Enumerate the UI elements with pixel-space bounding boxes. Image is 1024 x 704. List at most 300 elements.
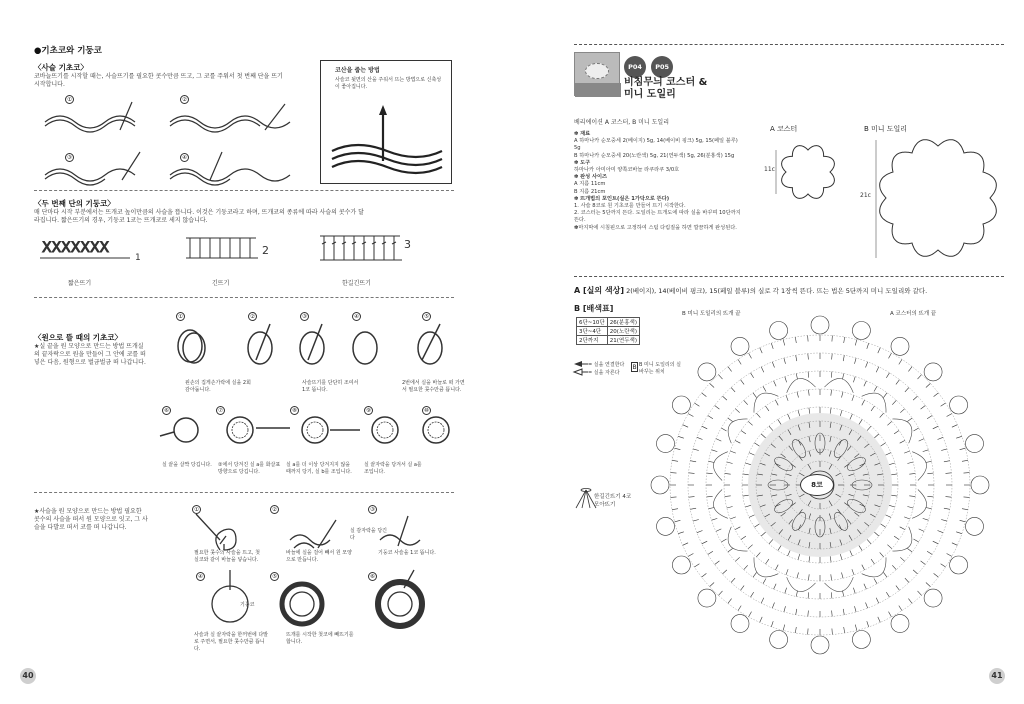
stitch-mark [831, 390, 832, 396]
project-title [624, 77, 707, 101]
method-header: ✽ 뜨개법의 포인트(실은 1가닥으로 뜬다) [574, 195, 670, 202]
stitch-mark [808, 574, 809, 580]
ring-step-6: ⑥ [162, 406, 171, 415]
stitch-mark [892, 565, 896, 569]
stitch-mark [709, 461, 715, 462]
stitch-mark [716, 439, 721, 442]
label-single-crochet: 짧은뜨기 [68, 280, 92, 287]
tip-title: 코산을 줍는 방법 [335, 67, 380, 74]
stitch-mark [889, 353, 892, 358]
stitch-mark [689, 473, 695, 474]
stitch-mark [891, 495, 897, 496]
main-title: ●기초코와 기둥코 [34, 46, 102, 56]
badge-p04: P04 [624, 56, 646, 78]
stitch-mark [944, 508, 950, 509]
stitch-mark [702, 573, 707, 577]
stitch-mark [886, 515, 892, 518]
stitch-mark [725, 473, 731, 474]
stitch-mark [783, 625, 785, 631]
stitch-mark [707, 496, 713, 497]
divider-3 [34, 492, 454, 493]
stitch-mark [749, 353, 752, 358]
ring-step-1: ① [176, 312, 185, 321]
coaster-outline [782, 146, 835, 199]
stitch-mark [850, 551, 853, 557]
stitch-mark [926, 383, 931, 387]
page-number-right: 41 [989, 668, 1005, 684]
stitch-mark [778, 546, 781, 551]
stitch-mark [798, 554, 800, 560]
stitch-mark [749, 515, 755, 518]
stitch-mark [745, 463, 751, 465]
stitch-mark [694, 564, 699, 567]
shape-b-label: B 미니 도일리 [864, 125, 908, 133]
stitch-mark [904, 451, 910, 453]
stitch-mark [735, 409, 739, 413]
ring-header: 〈원으로 뜰 때의 기초코〉 [34, 333, 123, 342]
label-double-crochet: 한길긴뜨기 [342, 280, 371, 287]
stitch-mark [712, 518, 718, 520]
stitch-mark [840, 554, 842, 560]
project-photo [574, 52, 620, 96]
stitch-mark [927, 551, 932, 554]
stitch-mark [832, 354, 833, 360]
chain-ring-caption-1: 필요한 콧수의 사슬을 뜨고, 첫 실코와 같이 바늘을 넣습니다. [194, 550, 260, 563]
arch [728, 527, 748, 551]
doily-outline [880, 140, 997, 257]
stitch-mark [941, 520, 947, 522]
chain-step-1: ① [65, 95, 74, 104]
stitch-mark [926, 583, 931, 587]
stitch-mark [766, 559, 769, 564]
scheme-row [577, 336, 640, 345]
stitch-mark [731, 578, 735, 582]
chain-desc: 코바늘뜨기를 시작할 때는, 사슬뜨기를 필요한 콧수만큼 뜨고, 그 코를 주워서 첫 번째 단을 뜨기 시작합니다. [34, 73, 283, 88]
stitch-mark [761, 367, 764, 372]
svg-text:XXXXXXX: XXXXXXX [42, 240, 110, 256]
stitch-mark [831, 592, 832, 598]
outer-scallop [891, 337, 909, 355]
stitch-mark [710, 583, 715, 587]
scheme-rows: 3단~4단 [577, 327, 608, 336]
stitch-mark [797, 392, 799, 398]
stitch-mark [889, 612, 892, 617]
stitch-mark [867, 426, 871, 431]
method-1: 1. 사슬 8코로 원 기초코를 만들어 뜨기 시작한다. [574, 203, 686, 210]
stitch-mark [748, 421, 753, 425]
stitch-mark [889, 505, 895, 507]
stitch-mark [708, 551, 713, 554]
stitch-mark [688, 554, 693, 557]
stitch-mark [964, 497, 970, 498]
stitch-mark [761, 532, 766, 536]
stitch-mark [884, 393, 888, 398]
stitch-mark [960, 448, 966, 450]
scheme-row [577, 318, 640, 327]
stitch-mark [831, 574, 832, 580]
stitch-mark [909, 473, 915, 474]
stitch-mark [727, 462, 733, 464]
stitch-mark [907, 418, 912, 422]
stitch-mark [952, 425, 958, 428]
stitch-mark [914, 539, 919, 542]
stitch-mark [956, 532, 962, 534]
stitch-mark [874, 579, 877, 584]
stitch-mark [795, 337, 796, 343]
size-a: A 지름 11cm [574, 181, 606, 188]
stitch-mark [862, 400, 865, 405]
arch [787, 378, 816, 392]
stitch-mark [908, 599, 912, 604]
ring-caption-5: ②에서 당겨진 실 a를 화살표 방향으로 당깁니다. [218, 462, 281, 475]
stitch-mark [749, 612, 752, 617]
stitch-mark [744, 565, 748, 569]
stitch-mark [725, 496, 731, 497]
stitch-mark [783, 340, 785, 346]
stitch-mark [678, 532, 684, 534]
stitch-mark [672, 460, 678, 461]
outer-scallop [950, 556, 968, 574]
stitch-mark [808, 592, 809, 598]
outer-scallop [891, 615, 909, 633]
stitch-mark [926, 508, 932, 509]
outer-scallop [770, 322, 788, 340]
chain-ring-caption-7: 뜨개를 시작한 첫코에 빼뜨기를 합니다. [286, 632, 354, 645]
legend-arrows [574, 360, 594, 380]
stitch-mark [754, 524, 759, 527]
stitch-mark [675, 520, 681, 522]
stitch-mark [956, 436, 962, 438]
scheme-rows: 6단~10단 [577, 318, 608, 327]
stitch-mark [808, 629, 809, 635]
stitch-mark [796, 591, 797, 597]
chain-step-3: ③ [65, 153, 74, 162]
stitch-mark [894, 431, 899, 434]
arch [892, 419, 912, 443]
stitch-mark [913, 570, 917, 574]
stitch-mark [697, 437, 703, 439]
stitch-mark [843, 591, 844, 597]
stitch-mark [862, 565, 865, 570]
stitch-mark [871, 559, 874, 564]
outer-scallop [852, 631, 870, 649]
scheme-color: 20(노란색) [607, 327, 639, 336]
header-rule [574, 44, 1004, 45]
stitch-mark [744, 400, 748, 404]
stitch-mark [926, 461, 932, 462]
arch [787, 577, 816, 591]
outer-scallop [672, 556, 690, 574]
stitch-mark [756, 552, 760, 557]
stitch-mark [927, 416, 932, 419]
stitch-mark [808, 354, 809, 360]
stitch-mark [683, 425, 689, 428]
stitch-mark [702, 426, 707, 429]
label-half-double: 긴뜨기 [212, 280, 230, 287]
stitch-mark [694, 403, 699, 406]
material-a: A 하마나카 순모중세 2(베이지) 5g, 14(베이비 핑크) 5g, 15(페일 블루) 5g [574, 138, 738, 152]
stitch-mark [808, 611, 809, 617]
stitch-mark [808, 390, 809, 396]
stitch-mark [900, 527, 905, 530]
material-header: ✽ 재료 [574, 131, 591, 137]
stitch-mark [886, 373, 889, 378]
stitch-mark [735, 440, 740, 443]
shape-b-dim: 21c [860, 192, 871, 199]
chain-ring-caption-4: 기둥코 사슬을 1코 뜹니다. [378, 550, 436, 556]
chain-step-2: ② [180, 95, 189, 104]
stitch-mark [866, 603, 868, 609]
stitch-mark [675, 448, 681, 450]
stitch-mark [809, 556, 810, 562]
outer-scallop [971, 476, 989, 494]
outer-scallop [811, 316, 829, 334]
outer-scallop [731, 615, 749, 633]
stitch-mark [859, 419, 862, 424]
turning-num-2: 2 [262, 244, 269, 257]
label-b-end: B 미니 도일리의 뜨개 끝 [682, 311, 741, 317]
ring-step-9: ⑨ [364, 406, 373, 415]
ring-caption-6: 실 a를 더 이상 당겨지지 않을 때까지 당기, 실 b를 조입니다. [286, 462, 352, 475]
stitch-mark [716, 529, 721, 532]
stitch-mark [867, 343, 869, 349]
stitch-mark [853, 377, 855, 383]
stitch-mark [743, 474, 749, 475]
stitch-mark [741, 586, 745, 591]
stitch-mark [832, 611, 833, 617]
divider-2 [34, 297, 454, 298]
stitch-mark [927, 473, 933, 474]
stitch-mark [778, 419, 781, 424]
color-note [574, 285, 927, 296]
legend-change: B 미니 도일리의 실 바꾸는 위치 [639, 362, 682, 375]
outer-scallop [852, 322, 870, 340]
page-number-left: 40 [20, 668, 36, 684]
stitch-mark [900, 440, 905, 443]
stitch-mark [876, 367, 879, 372]
stitch-mark [886, 592, 889, 597]
stitch-mark [690, 508, 696, 509]
ring-desc: ★실 끝을 원 모양으로 만드는 방법 뜨개실의 끝자락으로 원을 만들어 그 안에 코를 떠 넣은 다음, 원형으로 벌금벌금 떠 나갑니다. [34, 343, 146, 366]
stitch-mark [866, 362, 868, 368]
stitch-mark [796, 609, 797, 615]
stitch-mark [786, 395, 788, 401]
stitch-mark [738, 606, 741, 611]
outer-scallop [924, 363, 942, 381]
chain-ring-caption-3: 실 감자락을 당긴다 [350, 528, 387, 541]
stitch-mark [944, 461, 950, 462]
arch [892, 527, 912, 551]
arch [713, 452, 727, 481]
stitch-mark [710, 383, 715, 387]
stitch-mark [727, 507, 733, 509]
scheme-color: 26(분홍색) [607, 318, 639, 327]
chain-ring-step-5: ⑤ [270, 572, 279, 581]
scheme-row [577, 327, 640, 336]
stitch-mark [952, 543, 958, 546]
materials-block [574, 131, 744, 232]
ring-step-7: ⑦ [216, 406, 225, 415]
stitch-mark [702, 541, 707, 544]
shape-a-label: A 코스터 [770, 125, 798, 133]
stitch-mark [946, 473, 952, 474]
method-2: 2. 코스터는 5단까지 뜬다. 도일리는 뜨개도에 따라 실을 바꾸며 10단까지 뜬다. [574, 210, 741, 224]
chain-ring-step-4: ④ [196, 572, 205, 581]
tool: 하마나카 아미아미 양쪽코바늘 라쿠라쿠 3/0호 [574, 167, 680, 174]
outer-scallop [672, 396, 690, 414]
chain-ring-step-2: ② [270, 505, 279, 514]
title-line-2: 미니 도일리 [624, 89, 676, 100]
stitch-mark [751, 592, 754, 597]
stitch-mark [786, 569, 788, 575]
stitch-mark [769, 426, 773, 431]
ring-caption-1: 왼손의 집게손가락에 실을 2회 감아둡니다. [185, 380, 251, 393]
stitch-mark [683, 543, 689, 546]
stitch-mark [730, 451, 736, 453]
stitch-mark [907, 549, 912, 553]
stitch-mark [763, 579, 766, 584]
variation: 베리에이션 A 코스터, B 미니 도일리 [574, 119, 670, 126]
stitch-mark [741, 431, 746, 434]
stitch-mark [766, 406, 769, 411]
color-scheme-table [576, 317, 640, 345]
stitch-mark [721, 428, 726, 431]
outer-scallop [811, 636, 829, 654]
stitch-mark [842, 392, 844, 398]
stitch-mark [723, 570, 727, 574]
turning-num-1: 1 [135, 253, 141, 263]
stitch-mark [797, 572, 799, 578]
material-b: B 하마나카 순모중세 20(노란색) 5g, 21(연두색) 5g, 26(분홍색) 15g [574, 152, 735, 159]
stitch-mark [708, 416, 713, 419]
chain-ring-step-3: ③ [368, 505, 377, 514]
stitch-mark [718, 591, 722, 596]
outer-scallop [770, 631, 788, 649]
stitch-mark [785, 377, 787, 383]
outer-scallop [950, 396, 968, 414]
stitch-mark [832, 336, 833, 342]
stitch-mark [859, 546, 862, 551]
stitch-mark [947, 414, 952, 417]
scheme-color: 21(연두색) [607, 336, 639, 345]
outer-scallop [924, 589, 942, 607]
stitch-mark [896, 380, 900, 385]
stitch-mark [735, 527, 740, 530]
stitch-mark [878, 348, 881, 354]
tip-illustration [327, 101, 447, 181]
chain-step-4: ④ [180, 153, 189, 162]
stitch-mark [904, 517, 910, 519]
chain-ring-step-1: ① [192, 505, 201, 514]
right-page [512, 0, 1024, 704]
stitch-mark [809, 408, 810, 414]
arch [825, 378, 854, 392]
chain-ring-illustration [190, 510, 460, 640]
stitch-mark [784, 358, 786, 364]
stitch-mark [831, 372, 832, 378]
chain-ring-caption-5: 기둥코 [240, 602, 255, 608]
turning-desc: 매 단마다 시작 부분에서는 뜨개코 높이만큼의 사슬을 뜹니다. 이것은 기둥코라고 하며, 뜨개코의 종류에 따라 사슬의 콧수가 달라집니다. 짧은뜨기의 경우, 기둥코 1코는 뜨개코로 세지 않습니다. [34, 209, 364, 224]
stitch-mark [913, 396, 917, 400]
stitch-mark [808, 372, 809, 378]
stitch-mark [923, 518, 929, 520]
turning-illustration [40, 232, 460, 282]
ring-step-4: ④ [352, 312, 361, 321]
stitch-mark [886, 453, 892, 456]
stitch-mark [761, 434, 766, 438]
badge-p05: P05 [651, 56, 673, 78]
stitch-mark [941, 403, 946, 406]
stitch-mark [795, 627, 796, 633]
stitch-mark [761, 598, 764, 603]
chain-ring-desc: ★사슬을 원 모양으로 만드는 방법 필요한 콧수의 사슬을 떠서 원 모양으로 잇고, 그 사슬을 다발로 떠서 코를 떠 나갑니다. [34, 508, 148, 531]
stitch-mark [855, 358, 857, 364]
shape-outlines [768, 130, 1008, 270]
stitch-mark [843, 609, 844, 615]
stitch-mark [881, 443, 886, 446]
stitch-mark [899, 606, 902, 611]
stitch-mark [690, 461, 696, 462]
stitch-mark [946, 497, 952, 498]
stitch-mark [788, 414, 791, 420]
stitch-mark [960, 520, 966, 522]
chain-ring-step-6: ⑥ [368, 572, 377, 581]
size-header: ✽ 완성 사이즈 [574, 174, 608, 181]
stitch-mark [693, 520, 699, 522]
stitch-mark [891, 474, 897, 475]
stitch-mark [842, 572, 844, 578]
ring-caption-4: 실 끝을 살짝 당깁니다. [162, 462, 212, 468]
ring-step-3: ③ [300, 312, 309, 321]
stitch-mark [671, 497, 677, 498]
stitch-mark [881, 524, 886, 527]
stitch-mark [796, 355, 797, 361]
stitch-mark [688, 414, 693, 417]
stitch-mark [728, 549, 733, 553]
stitch-mark [927, 496, 933, 497]
outer-scallop [731, 337, 749, 355]
tip-desc: 사슬코 뒷면의 산을 주워서 뜨는 방법으로 신축성이 좋아집니다. [335, 77, 442, 90]
outer-scallop [966, 517, 984, 535]
ring-step-2: ② [248, 312, 257, 321]
stitch-mark [741, 536, 746, 539]
stitch-mark [938, 437, 944, 439]
stitch-mark [938, 531, 944, 533]
divider-right [574, 276, 1004, 277]
stitch-mark [918, 591, 922, 596]
arch [862, 393, 886, 413]
stitch-mark [905, 388, 909, 392]
stitch-mark [923, 450, 929, 452]
legend-cut: = 실을 자른다 [588, 370, 620, 376]
stitch-mark [887, 545, 892, 549]
ring-caption-7: 실 끝자락을 당겨서 실 a를 조입니다. [364, 462, 422, 475]
method-3: ✽마지막에 시침핀으로 고정하여 스팀 다림질을 하면 깔끔하게 완성된다. [574, 224, 737, 231]
stitch-mark [763, 386, 766, 391]
stitch-mark [887, 421, 892, 425]
stitch-mark [738, 359, 741, 364]
stitch-mark [709, 508, 715, 509]
stitch-mark [867, 539, 871, 544]
arch [754, 393, 778, 413]
outer-scallop [657, 517, 675, 535]
turning-header: 〈두 번째 단의 기둥코〉 [34, 199, 115, 208]
stitch-mark [947, 554, 952, 557]
stitch-mark [864, 381, 867, 386]
outer-scallop [657, 435, 675, 453]
stitch-mark [941, 449, 947, 451]
stitch-mark [735, 557, 739, 561]
